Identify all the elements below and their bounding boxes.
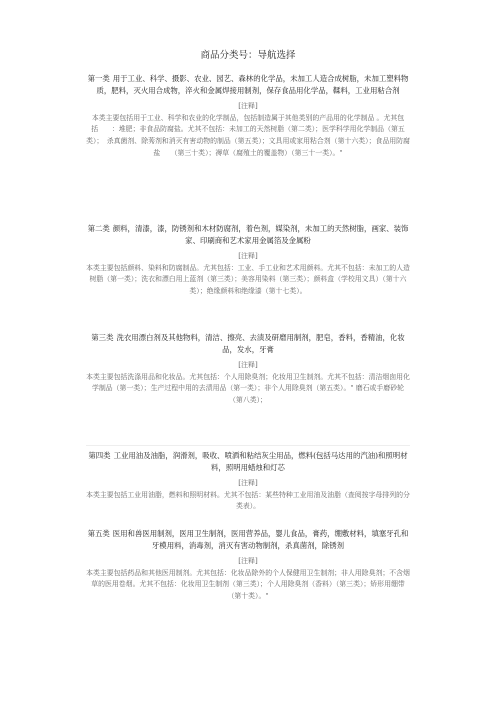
class-section-1	[86, 73, 410, 159]
class-heading	[86, 450, 410, 475]
class-section-4	[86, 450, 410, 513]
note-tag: [注释]	[238, 556, 258, 565]
class-number: 第一类	[87, 74, 110, 83]
note-body-continuation: （第八类）；	[229, 396, 267, 404]
class-heading	[86, 528, 410, 553]
note-tag: [注释]	[238, 360, 258, 369]
class-heading-text: 工业用油及油脂，润滑剂，吸收、喷洒和粘结灰尘用品，燃料(包括马达用的汽油)和照明材料，照明用蜡烛和灯芯	[113, 451, 408, 473]
class-number: 第三类	[91, 333, 114, 342]
note-body: 本类主要包括用于工业、科学和农业的化学制品，包括制造属于其他类别的产品用的化学制品 。尤其包括 ：堆肥；非食品防腐盐。尤其不包括：未加工的天然树脂（第二类）；医学科学用化学制品（第五类）； 杀真菌剂、除莠剂和消灭有害动物的制品（第五类）；文具用或家用粘合剂（第十六类）；食品用防腐盐 （第三十类）；褥草（腐殖土的覆盖物）（第三十一类）。"	[86, 113, 410, 157]
class-section-2	[86, 223, 410, 298]
class-heading-text: 洗衣用漂白剂及其他物料，清洁、擦亮、去渍及研磨用制剂，肥皂，香料，香精油，化妆品，发水，牙膏	[116, 333, 405, 355]
section-divider	[86, 445, 410, 446]
class-section-5	[86, 528, 410, 603]
note-body: 本类主要包括洗涤用品和化妆品。尤其包括：个人用除臭剂；化妆用卫生制剂。尤其不包括：清洁烟囱用化学制品（第一类）；生产过程中用的去渍用品（第一类）；非个人用除臭剂（第五类）。" 磨石或手磨砂轮	[86, 372, 410, 393]
class-heading-text: 用于工业、科学、摄影、农业、园艺、森林的化学品，未加工人造合成树脂，未加工塑料物质，肥料，灭火用合成物，淬火和金属焊接用制剂，保存食品用化学品，鞣料，工业用粘合剂	[96, 74, 409, 96]
class-heading	[86, 223, 410, 248]
note-body: 本类主要包括药品和其他医用制剂。尤其包括：化妆品除外的个人保健用卫生制剂；非人用除臭剂；不含烟草的医用卷烟。尤其不包括：化妆用卫生制剂（第三类）；个人用除臭剂（香料）（第三类）；矫形用绷带（第十类）。"	[86, 568, 410, 600]
note-body: 本类主要包括工业用油脂，燃料和照明材料。尤其不包括：某些特种工业用油及油脂（查阅按字母排列的分类表）。	[86, 490, 410, 511]
class-number: 第二类	[87, 224, 110, 233]
note-tag: [注释]	[238, 251, 258, 260]
class-heading-text: 颜料，清漆，漆，防锈剂和木材防腐剂，着色剂，媒染剂，未加工的天然树脂，画家、装饰家、印刷商和艺术家用金属箔及金属粉	[112, 224, 409, 246]
class-number: 第四类	[88, 451, 111, 460]
class-section-3	[86, 332, 410, 407]
note-tag: [注释]	[238, 478, 258, 487]
class-heading	[86, 332, 410, 357]
class-heading-text: 医用和兽医用制剂，医用卫生制剂，医用营养品，婴儿食品，膏药，绷敷材料，填塞牙孔和牙模用料，消毒剂，消灭有害动物制剂，杀真菌剂，除锈剂	[112, 529, 409, 551]
page-title: 商品分类号：导航选择	[200, 50, 296, 61]
class-number: 第五类	[87, 529, 110, 538]
class-heading	[86, 73, 410, 98]
note-tag: [注释]	[238, 101, 258, 110]
note-body: 本类主要包括颜料、染料和防腐制品。尤其包括：工业、手工业和艺术用颜料。尤其不包括：未加工的人造树脂（第一类）；洗衣和漂白用上蓝剂（第三类）；美容用染料（第三类）；颜料盒（学校用文具）（第十六类）；绝缘颜料和绝缘漆（第十七类）。	[86, 263, 410, 295]
